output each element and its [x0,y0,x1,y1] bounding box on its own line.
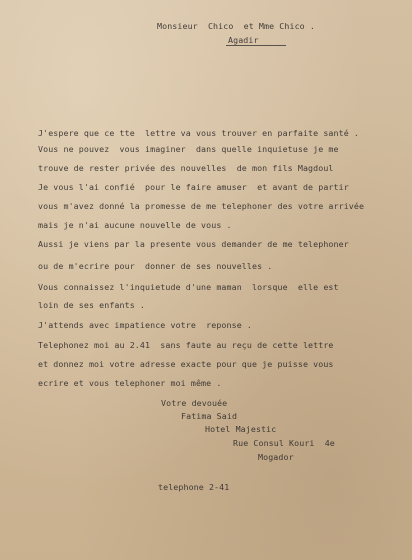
body-line-8: ou de m'ecrire pour donner de ses nouvelles . [38,261,273,271]
body-line-4: Je vous l'ai confié pour le faire amuser et avant de partir [38,182,349,192]
signature-hotel: Hotel Majestic [205,424,277,434]
body-line-10: loin de ses enfants . [38,300,145,310]
body-line-3: trouve de rester privée des nouvelles de mon fils Magdoul [38,163,334,173]
city-underline [226,45,286,46]
body-line-13: et donnez moi votre adresse exacte pour que je puisse vous [38,359,334,369]
body-line-9: Vous connaissez l'inquietude d'une maman lorsque elle est [38,282,339,292]
signature-street: Rue Consul Kouri 4e [233,438,335,448]
city-line: Agadir [228,35,259,45]
recipient-line: Monsieur Chico et Mme Chico . [157,21,315,31]
body-line-12: Telephonez moi au 2.41 sans faute au reçu de cette lettre [38,340,334,350]
body-line-7: Aussi je viens par la presente vous demander de me telephoner [38,239,349,249]
signature-town: Mogador [258,452,294,462]
signature-closing: Votre devouée [161,398,228,408]
body-line-5: vous m'avez donné la promesse de me telephoner des votre arrivée [38,201,365,211]
body-line-11: J'attends avec impatience votre reponse . [38,320,252,330]
telephone-line: telephone 2-41 [158,482,230,492]
body-line-2: Vous ne pouvez vous imaginer dans quelle inquietuse je me [38,144,339,154]
body-line-1: J'espere que ce tte lettre va vous trouver en parfaite santé . [38,128,359,138]
body-line-14: ecrire et vous telephoner moi même . [38,378,222,388]
signature-name: Fatima Said [181,411,238,421]
body-line-6: mais je n'ai aucune nouvelle de vous . [38,220,232,230]
